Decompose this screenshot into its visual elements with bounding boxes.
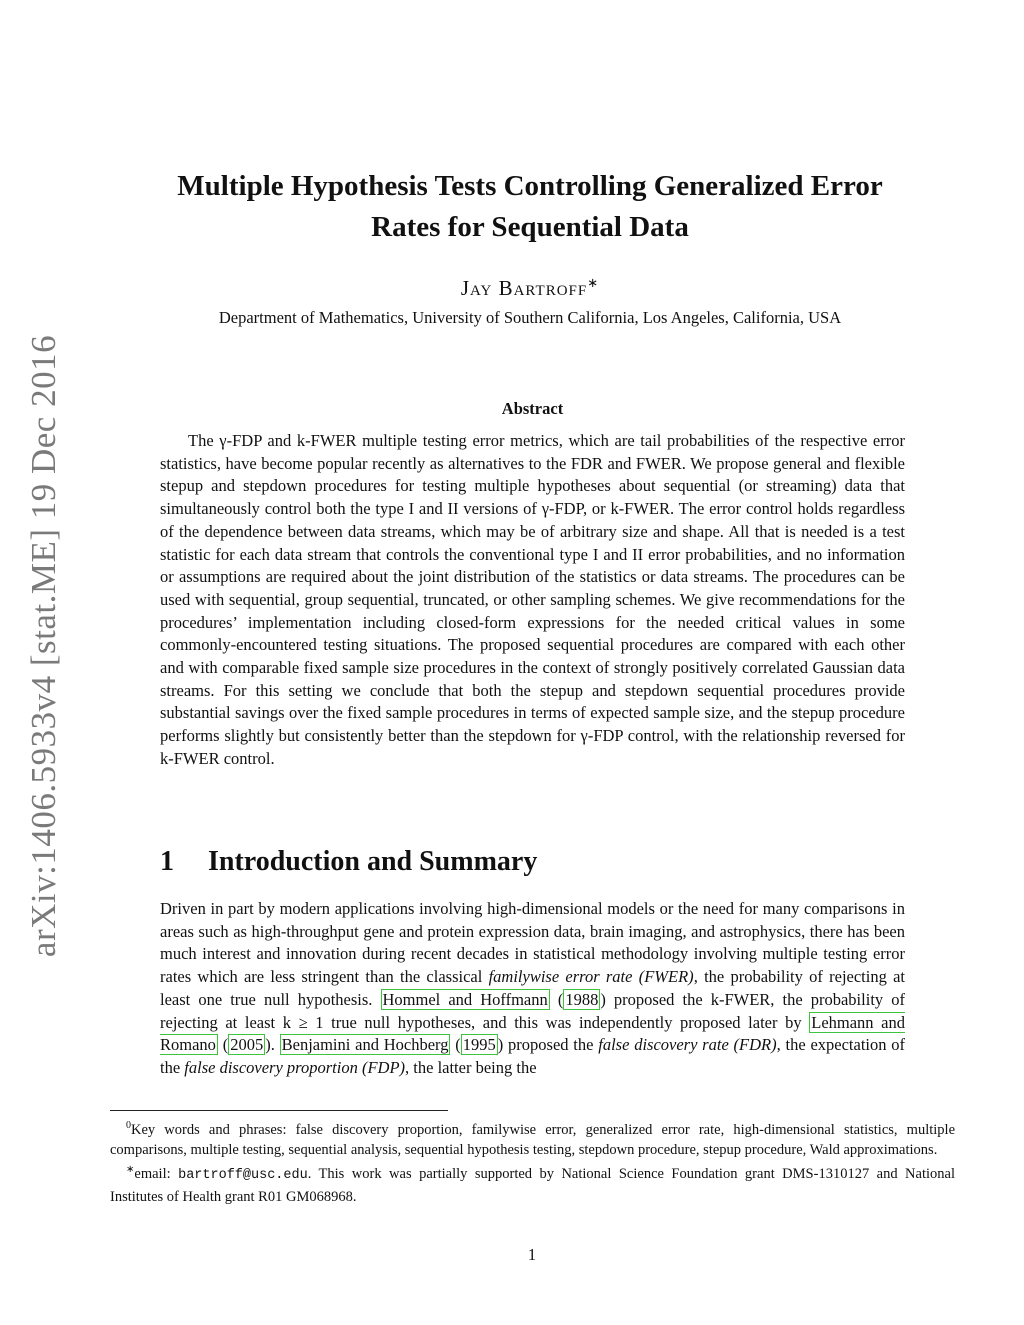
- citation-benjamini-hochberg[interactable]: Benjamini and Hochberg: [281, 1035, 449, 1055]
- title-line-1: Multiple Hypothesis Tests Controlling Generalized Error: [177, 170, 883, 202]
- intro-text-4: .: [270, 1035, 280, 1055]
- section-title: Introduction and Summary: [208, 846, 538, 877]
- author: [110, 275, 950, 301]
- footnote-keywords-text: Key words and phrases: false discovery proportion, familywise error, generalized error rate, high-dimensional statistics, multiple comparisons, multiple testing, sequential analysis, sequential hypothesis testing, stepdown procedure, stepup procedure, Wald approximations.: [110, 1121, 955, 1159]
- section-heading: [160, 846, 537, 878]
- citation-year-1988[interactable]: 1988: [565, 989, 599, 1009]
- citation-year-1995[interactable]: 1995: [462, 1035, 496, 1055]
- intro-text-1: Driven in part by modern applications involving high-dimensional models or the need for many comparisons in areas such as high-throughput gene and protein expression data, brain imaging, and astrophysics, there has been much interest and innovation during recent decades in statistical methodology involving multiple testing error rates which are less stringent than the classical: [160, 899, 905, 987]
- author-footnote-marker[interactable]: ∗: [587, 275, 600, 290]
- citation-hommel-hoffmann[interactable]: Hommel and Hoffmann: [382, 989, 548, 1009]
- section-number: 1: [160, 846, 174, 877]
- citation-lehmann-romano[interactable]: Lehmann and Romano: [160, 1012, 905, 1055]
- footnote-email-label: email:: [134, 1166, 179, 1183]
- intro-text-2: , the probability of rejecting at least one true null hypothesis.: [160, 967, 906, 1009]
- fdp-term: false discovery proportion (FDP): [184, 1057, 406, 1077]
- citation-year-2005[interactable]: 2005: [230, 1035, 264, 1055]
- intro-text-6: , the expectation of the: [160, 1035, 906, 1077]
- footnote-marker-star: ∗: [126, 1164, 135, 1176]
- fwer-term: familywise error rate (FWER): [488, 967, 694, 987]
- footnote-marker-0: 0: [126, 1120, 131, 1131]
- intro-text-5: proposed the: [503, 1035, 599, 1055]
- intro-text-3: proposed the k-FWER, the probability of rejecting at least k ≥ 1 true null hypotheses, and this was independently proposed later by: [160, 989, 905, 1032]
- intro-paragraph: Driven in part by modern applications involving high-dimensional models or the need for many comparisons in areas such as high-throughput gene and protein expression data, brain imaging, and astrophysics, there has been much interest and innovation during recent decades in statistical methodology involving multiple testing error rates which are less stringent than the classical familywise error rate (FWER), the probability of rejecting at least one true null hypothesis. Hommel and Hoffmann ( 1988 ) proposed the k-FWER, the probability of rejecting at least k ≥ 1 true null hypotheses, and this was independently proposed later by Lehmann and Romano ( 2005 ). Benjamini and Hochberg ( 1995 ) proposed the false discovery rate (FDR), the expectation of the false discovery proportion (FDP), the latter being the: [160, 899, 906, 1077]
- author-name: Jay Bartroff: [460, 276, 588, 300]
- paper-title: [110, 166, 950, 248]
- footnotes: [110, 1116, 955, 1207]
- page-number: 1: [527, 1245, 537, 1264]
- fdr-term: false discovery rate (FDR): [598, 1035, 777, 1055]
- footnote-email: [110, 1160, 955, 1206]
- intro-text-7: , the latter being the: [405, 1057, 537, 1077]
- email-link[interactable]: bartroff@usc.edu: [178, 1168, 308, 1184]
- abstract-heading: Abstract: [501, 399, 564, 418]
- footnote-funding-text: . This work was partially supported by National Science Foundation grant DMS-1310127 and National Institutes of Health grant R01 GM068968.: [110, 1166, 955, 1205]
- affiliation: Department of Mathematics, University of Southern California, Los Angeles, California, USA: [218, 308, 842, 327]
- arxiv-stamp: arXiv:1406.5933v4 [stat.ME] 19 Dec 2016: [24, 334, 63, 958]
- footnote-divider: [110, 1110, 448, 1111]
- footnote-keywords: [110, 1116, 955, 1160]
- abstract-body: The γ-FDP and k-FWER multiple testing error metrics, which are tail probabilities of the respective error statistics, have become popular recently as alternatives to the FDR and FWER. We propose general and flexible stepup and stepdown procedures for testing multiple hypotheses about sequential (or streaming) data that simultaneously control both the type I and II versions of γ-FDP, or k-FWER. The error control holds regardless of the dependence between data streams, which may be of arbitrary size and shape. All that is needed is a test statistic for each data stream that controls the conventional type I and II error probabilities, and no information or assumptions are required about the joint distribution of the statistics or data streams. The procedures can be used with sequential, group sequential, truncated, or other sampling schemes. We give recommendations for the procedures’ implementation including closed-form expressions for the needed critical values in some commonly-encountered testing situations. The proposed sequential procedures are compared with each other and with comparable fixed sample size procedures in the context of strongly positively correlated Gaussian data streams. For this setting we conclude that both the stepup and stepdown sequential procedures provide substantial savings over the fixed sample procedures in terms of expected sample size, and the stepup procedure performs slightly but consistently better than the stepdown for γ-FDP control, with the relationship reversed for k-FWER control.: [160, 431, 905, 768]
- title-line-2: Rates for Sequential Data: [371, 211, 689, 243]
